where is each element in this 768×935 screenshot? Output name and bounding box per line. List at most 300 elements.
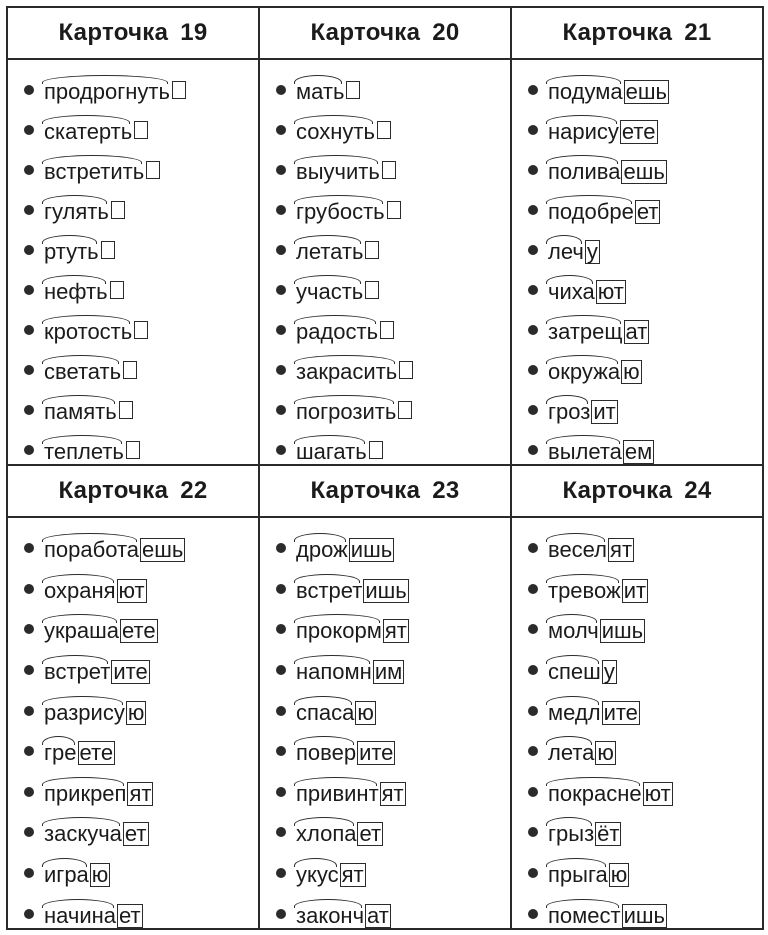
bullet-icon xyxy=(24,405,34,415)
word-ending-box: ете xyxy=(79,740,114,766)
word-stem: сохнуть xyxy=(296,115,375,145)
word-item xyxy=(24,150,258,190)
word-ending-box: ишь xyxy=(365,577,407,603)
word-item xyxy=(24,350,258,390)
bullet-icon xyxy=(276,285,286,295)
word-ending-box: ют xyxy=(597,279,624,304)
empty-ending-box xyxy=(382,161,396,179)
bullet-icon xyxy=(276,624,286,634)
bullet-icon xyxy=(24,624,34,634)
word-stem: молч xyxy=(548,614,599,644)
card-title xyxy=(260,466,510,518)
bullet-icon xyxy=(528,445,538,455)
word xyxy=(296,235,379,265)
word-stem: игра xyxy=(44,858,89,888)
word-stem: окружа xyxy=(548,355,620,385)
word-stem: помест xyxy=(548,899,621,929)
empty-ending-box xyxy=(380,321,394,339)
word-ending-box: ит xyxy=(593,399,616,424)
word-item xyxy=(528,390,762,430)
word-stem: украша xyxy=(44,614,119,644)
bullet-icon xyxy=(24,285,34,295)
word-item xyxy=(276,772,510,813)
word-stem: спаса xyxy=(296,696,354,726)
bullet-icon xyxy=(528,165,538,175)
empty-ending-box xyxy=(369,441,383,459)
bullet-icon xyxy=(528,125,538,135)
word-stem: нарису xyxy=(548,115,619,145)
word-stem: привинт xyxy=(296,777,379,807)
word-item xyxy=(528,609,762,650)
word-list xyxy=(8,518,258,934)
word xyxy=(296,574,409,604)
word-ending-box: ёт xyxy=(597,821,620,847)
bullet-icon xyxy=(24,445,34,455)
empty-ending-box xyxy=(119,401,133,419)
card-19 xyxy=(8,8,260,466)
word-item xyxy=(24,70,258,110)
word xyxy=(44,235,115,265)
word-ending-box: ю xyxy=(623,359,640,384)
bullet-icon xyxy=(24,868,34,878)
word-item xyxy=(528,110,762,150)
word-item xyxy=(528,350,762,390)
word-item xyxy=(276,650,510,691)
word-ending-box: ет xyxy=(119,902,141,928)
word-list xyxy=(8,60,258,470)
word xyxy=(44,736,115,766)
card-number: 20 xyxy=(432,19,460,46)
card-title xyxy=(8,466,258,518)
word-stem: лета xyxy=(548,736,594,766)
bullet-icon xyxy=(528,245,538,255)
word-item xyxy=(276,609,510,650)
bullet-icon xyxy=(528,85,538,95)
word-stem: тревож xyxy=(548,574,621,604)
word-ending-box: ит xyxy=(623,577,647,603)
bullet-icon xyxy=(276,205,286,215)
word-list xyxy=(260,518,510,934)
word-stem: чиха xyxy=(548,275,595,305)
empty-ending-box xyxy=(134,121,148,139)
word-item xyxy=(24,650,258,691)
word xyxy=(296,315,394,345)
word xyxy=(44,858,110,888)
word-item xyxy=(24,310,258,350)
word-stem: вылета xyxy=(548,435,622,465)
word xyxy=(44,395,133,425)
empty-ending-box xyxy=(387,201,401,219)
word-item xyxy=(528,190,762,230)
word xyxy=(296,75,360,105)
word-ending-box: ат xyxy=(625,319,648,344)
word-item xyxy=(24,690,258,731)
word-item xyxy=(276,731,510,772)
word-stem: прикреп xyxy=(44,777,126,807)
word-item xyxy=(24,230,258,270)
word-item xyxy=(528,853,762,894)
empty-ending-box xyxy=(172,81,186,99)
word-item xyxy=(276,390,510,430)
word-item xyxy=(276,270,510,310)
word xyxy=(296,899,391,929)
card-title xyxy=(512,466,762,518)
word-ending-box: у xyxy=(586,239,598,264)
word-ending-box: ю xyxy=(127,699,145,725)
bullet-icon xyxy=(528,868,538,878)
word-stem: гроз xyxy=(548,395,590,425)
word xyxy=(44,655,150,685)
word-item xyxy=(24,390,258,430)
card-title-label: Карточка xyxy=(562,19,673,46)
cards-grid xyxy=(8,8,762,928)
word xyxy=(548,696,640,726)
word-item xyxy=(24,812,258,853)
word xyxy=(44,155,160,185)
word xyxy=(548,777,673,807)
word-stem: ртуть xyxy=(44,235,99,265)
bullet-icon xyxy=(24,245,34,255)
word-ending-box: ет xyxy=(636,199,659,224)
word-stem: охраня xyxy=(44,574,116,604)
word xyxy=(44,315,148,345)
bullet-icon xyxy=(528,909,538,919)
word-item xyxy=(528,569,762,610)
word xyxy=(44,696,146,726)
word-stem: грыз xyxy=(548,817,594,847)
word-ending-box: ете xyxy=(621,119,656,144)
word xyxy=(296,395,412,425)
empty-ending-box xyxy=(123,361,137,379)
bullet-icon xyxy=(276,165,286,175)
card-title-label: Карточка xyxy=(310,477,421,504)
word-item xyxy=(528,528,762,569)
card-number: 22 xyxy=(180,477,208,504)
word xyxy=(296,275,379,305)
bullet-icon xyxy=(528,205,538,215)
bullet-icon xyxy=(24,543,34,553)
word-stem: медл xyxy=(548,696,601,726)
bullet-icon xyxy=(276,543,286,553)
word-item xyxy=(276,70,510,110)
bullet-icon xyxy=(528,787,538,797)
bullet-icon xyxy=(24,325,34,335)
word xyxy=(44,574,147,604)
bullet-icon xyxy=(24,746,34,756)
word-list xyxy=(512,60,762,470)
word-list xyxy=(512,518,762,934)
bullet-icon xyxy=(24,827,34,837)
word-stem: продрогнуть xyxy=(44,75,170,105)
word-stem: теплеть xyxy=(44,435,124,465)
word-ending-box: ю xyxy=(357,699,374,725)
bullet-icon xyxy=(24,665,34,675)
bullet-icon xyxy=(276,365,286,375)
word-stem: леч xyxy=(548,235,584,265)
word-stem: выучить xyxy=(296,155,380,185)
word-stem: участь xyxy=(296,275,363,305)
word-item xyxy=(528,690,762,731)
word xyxy=(548,899,667,929)
word-item xyxy=(528,270,762,310)
word-ending-box: ю xyxy=(610,862,628,888)
word-item xyxy=(528,812,762,853)
word-item xyxy=(276,190,510,230)
bullet-icon xyxy=(24,909,34,919)
bullet-icon xyxy=(528,543,538,553)
word-item xyxy=(528,70,762,110)
bullet-icon xyxy=(528,285,538,295)
word-item xyxy=(24,893,258,934)
word xyxy=(548,533,634,563)
empty-ending-box xyxy=(110,281,124,299)
word xyxy=(296,817,383,847)
word-stem: скатерть xyxy=(44,115,132,145)
word-ending-box: ет xyxy=(359,821,382,847)
word-stem: гулять xyxy=(44,195,109,225)
word xyxy=(44,195,125,225)
word xyxy=(548,614,645,644)
word-ending-box: ите xyxy=(603,699,638,725)
word xyxy=(548,817,621,847)
word xyxy=(548,235,600,265)
word-item xyxy=(24,853,258,894)
bullet-icon xyxy=(276,85,286,95)
word xyxy=(44,533,185,563)
word-ending-box: ю xyxy=(597,740,614,766)
word-ending-box: ет xyxy=(124,821,147,847)
card-23 xyxy=(260,466,512,928)
word-stem: нефть xyxy=(44,275,108,305)
word-stem: подобре xyxy=(548,195,634,225)
word-stem: прыга xyxy=(548,858,608,888)
word xyxy=(296,614,409,644)
word-ending-box: ят xyxy=(384,618,407,644)
empty-ending-box xyxy=(126,441,140,459)
word xyxy=(548,435,654,465)
word-stem: спеш xyxy=(548,655,601,685)
word-stem: весел xyxy=(548,533,607,563)
word-ending-box: ешь xyxy=(142,537,184,563)
word-ending-box: ят xyxy=(381,780,404,806)
word xyxy=(296,736,395,766)
word-item xyxy=(276,430,510,470)
word-stem: повер xyxy=(296,736,356,766)
bullet-icon xyxy=(24,787,34,797)
word-item xyxy=(276,893,510,934)
word-ending-box: у xyxy=(603,659,615,685)
bullet-icon xyxy=(276,909,286,919)
word-ending-box: ят xyxy=(341,862,364,888)
empty-ending-box xyxy=(134,321,148,339)
empty-ending-box xyxy=(346,81,360,99)
word xyxy=(296,858,366,888)
word-item xyxy=(276,528,510,569)
word xyxy=(44,899,143,929)
word-stem: хлопа xyxy=(296,817,356,847)
bullet-icon xyxy=(276,827,286,837)
card-22 xyxy=(8,466,260,928)
word xyxy=(44,777,153,807)
word xyxy=(296,195,401,225)
word-item xyxy=(24,430,258,470)
word-stem: подума xyxy=(548,75,623,105)
bullet-icon xyxy=(528,706,538,716)
word-ending-box: ю xyxy=(91,862,109,888)
word-stem: гре xyxy=(44,736,77,766)
word-item xyxy=(528,731,762,772)
word-item xyxy=(528,230,762,270)
bullet-icon xyxy=(276,665,286,675)
card-21 xyxy=(512,8,762,466)
bullet-icon xyxy=(528,665,538,675)
word-item xyxy=(276,110,510,150)
card-number: 23 xyxy=(432,477,460,504)
word-stem: законч xyxy=(296,899,364,929)
card-title-label: Карточка xyxy=(58,19,169,46)
word-ending-box: ем xyxy=(624,439,653,464)
word-item xyxy=(528,150,762,190)
empty-ending-box xyxy=(365,241,379,259)
bullet-icon xyxy=(276,584,286,594)
bullet-icon xyxy=(528,827,538,837)
word-stem: мать xyxy=(296,75,344,105)
bullet-icon xyxy=(276,445,286,455)
word xyxy=(296,696,376,726)
word-stem: поработа xyxy=(44,533,139,563)
bullet-icon xyxy=(276,405,286,415)
word-stem: закрасить xyxy=(296,355,397,385)
word-stem: летать xyxy=(296,235,363,265)
word-stem: светать xyxy=(44,355,121,385)
bullet-icon xyxy=(276,125,286,135)
word-ending-box: ишь xyxy=(350,537,393,563)
word-stem: прокорм xyxy=(296,614,382,644)
bullet-icon xyxy=(276,706,286,716)
word-item xyxy=(276,569,510,610)
card-number: 21 xyxy=(684,19,712,46)
word-stem: шагать xyxy=(296,435,367,465)
word xyxy=(44,817,149,847)
cards-table xyxy=(6,6,764,930)
empty-ending-box xyxy=(146,161,160,179)
word xyxy=(296,533,394,563)
word-stem: затрещ xyxy=(548,315,623,345)
bullet-icon xyxy=(24,165,34,175)
card-title xyxy=(260,8,510,60)
word xyxy=(44,614,158,644)
word xyxy=(44,115,148,145)
bullet-icon xyxy=(276,868,286,878)
card-title-label: Карточка xyxy=(562,477,673,504)
empty-ending-box xyxy=(377,121,391,139)
word-ending-box: ишь xyxy=(623,902,665,928)
bullet-icon xyxy=(24,85,34,95)
bullet-icon xyxy=(528,405,538,415)
word-ending-box: ют xyxy=(118,577,145,603)
word xyxy=(548,75,669,105)
word xyxy=(296,435,383,465)
word xyxy=(548,655,617,685)
word-ending-box: ешь xyxy=(625,79,667,104)
word xyxy=(296,155,396,185)
word-stem: напомн xyxy=(296,655,372,685)
word-ending-box: ешь xyxy=(623,159,665,184)
word-stem: кротость xyxy=(44,315,132,345)
word-item xyxy=(276,812,510,853)
word-item xyxy=(24,609,258,650)
word-item xyxy=(24,190,258,230)
word xyxy=(296,355,413,385)
word-stem: покрасне xyxy=(548,777,642,807)
word-stem: встрет xyxy=(296,574,362,604)
word-item xyxy=(24,569,258,610)
word-stem: память xyxy=(44,395,117,425)
word-ending-box: ят xyxy=(129,780,152,806)
word xyxy=(548,395,618,425)
word-stem: грубость xyxy=(296,195,385,225)
word xyxy=(548,574,648,604)
word-ending-box: ют xyxy=(644,780,671,806)
word xyxy=(548,195,660,225)
word-ending-box: ите xyxy=(113,659,148,685)
card-title xyxy=(8,8,258,60)
word-item xyxy=(276,310,510,350)
bullet-icon xyxy=(528,365,538,375)
empty-ending-box xyxy=(399,361,413,379)
word xyxy=(548,115,658,145)
word-stem: погрозить xyxy=(296,395,396,425)
word-item xyxy=(528,772,762,813)
word xyxy=(548,275,626,305)
word xyxy=(548,315,649,345)
word-list xyxy=(260,60,510,470)
bullet-icon xyxy=(24,365,34,375)
word xyxy=(296,115,391,145)
word-ending-box: ите xyxy=(359,740,394,766)
word-item xyxy=(276,230,510,270)
word xyxy=(44,355,137,385)
word-ending-box: ат xyxy=(367,902,389,928)
word xyxy=(548,858,629,888)
word-ending-box: ете xyxy=(121,618,156,644)
word-stem: укус xyxy=(296,858,339,888)
bullet-icon xyxy=(276,245,286,255)
card-title xyxy=(512,8,762,60)
word-item xyxy=(276,853,510,894)
word xyxy=(548,355,642,385)
word-item xyxy=(528,310,762,350)
word xyxy=(296,777,406,807)
card-title-label: Карточка xyxy=(58,477,169,504)
bullet-icon xyxy=(276,746,286,756)
word-item xyxy=(24,270,258,310)
empty-ending-box xyxy=(398,401,412,419)
word xyxy=(44,75,186,105)
card-title-label: Карточка xyxy=(310,19,421,46)
word-ending-box: ишь xyxy=(601,618,644,644)
word-stem: встретить xyxy=(44,155,144,185)
word-item xyxy=(528,650,762,691)
bullet-icon xyxy=(24,205,34,215)
word-stem: заскуча xyxy=(44,817,122,847)
word xyxy=(44,435,140,465)
bullet-icon xyxy=(276,787,286,797)
word-item xyxy=(24,772,258,813)
bullet-icon xyxy=(528,584,538,594)
word-stem: дрож xyxy=(296,533,348,563)
word-stem: разрису xyxy=(44,696,125,726)
